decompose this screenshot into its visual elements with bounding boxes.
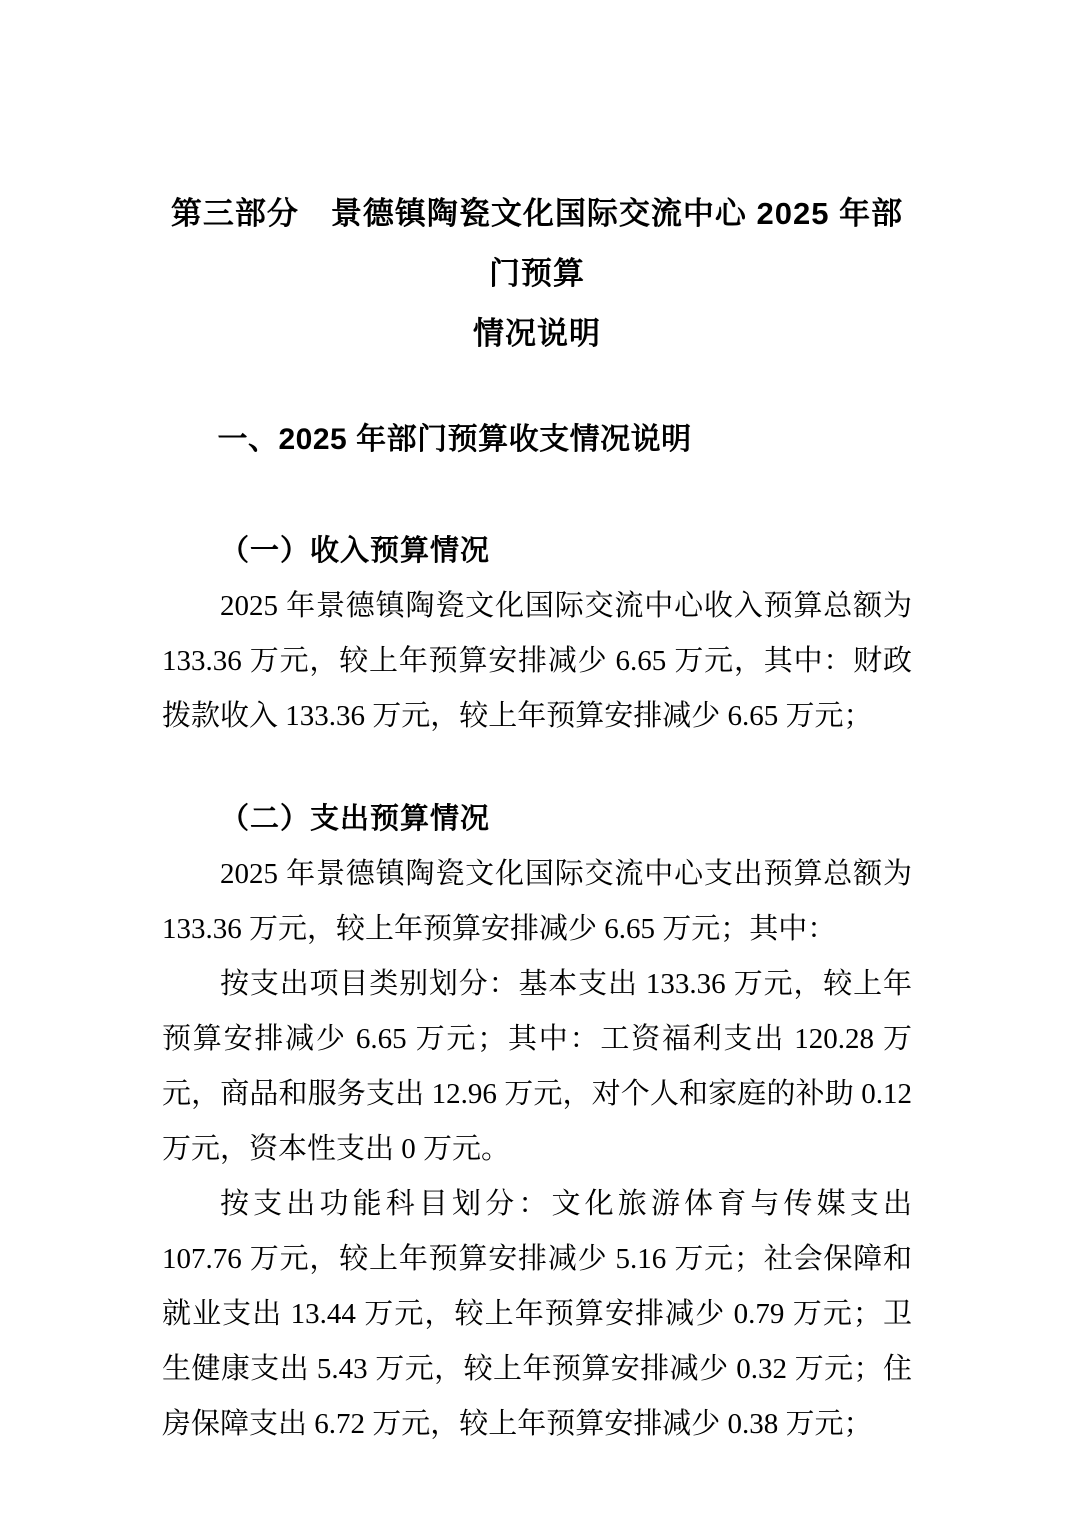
expenditure-by-function-paragraph: 按支出功能科目划分：文化旅游体育与传媒支出 107.76 万元，较上年预算安排减少 5.16 万元；社会保障和就业支出 13.44 万元，较上年预算安排减少 0.79 万元；卫生健康支出 5.43 万元，较上年预算安排减少 0.32 万元；住房保障支出 6.72 万元，较上年预算安排减少 0.38 万元； <box>162 1188 912 1440</box>
document-title-line1: 第三部分 景德镇陶瓷文化国际交流中心 2025 年部门预算 <box>170 196 904 291</box>
document-title <box>162 184 912 364</box>
section-heading-budget-overview: 一、2025 年部门预算收支情况说明 <box>217 423 692 456</box>
expenditure-by-category-paragraph: 按支出项目类别划分：基本支出 133.36 万元，较上年预算安排减少 6.65 万元；其中：工资福利支出 120.28 万元，商品和服务支出 12.96 万元，对个人和家庭的补助 0.12 万元，资本性支出 0 万元。 <box>162 968 912 1165</box>
document-title-line2: 情况说明 <box>473 316 601 351</box>
subsection-heading-income-budget: （一）收入预算情况 <box>220 535 491 567</box>
subsection-heading-expenditure-budget: （二）支出预算情况 <box>220 803 491 835</box>
expenditure-total-paragraph: 2025 年景德镇陶瓷文化国际交流中心支出预算总额为 133.36 万元，较上年预算安排减少 6.65 万元；其中： <box>162 858 912 945</box>
income-budget-paragraph: 2025 年景德镇陶瓷文化国际交流中心收入预算总额为 133.36 万元，较上年预算安排减少 6.65 万元，其中：财政拨款收入 133.36 万元，较上年预算安排减少 6.65 万元； <box>162 590 912 732</box>
